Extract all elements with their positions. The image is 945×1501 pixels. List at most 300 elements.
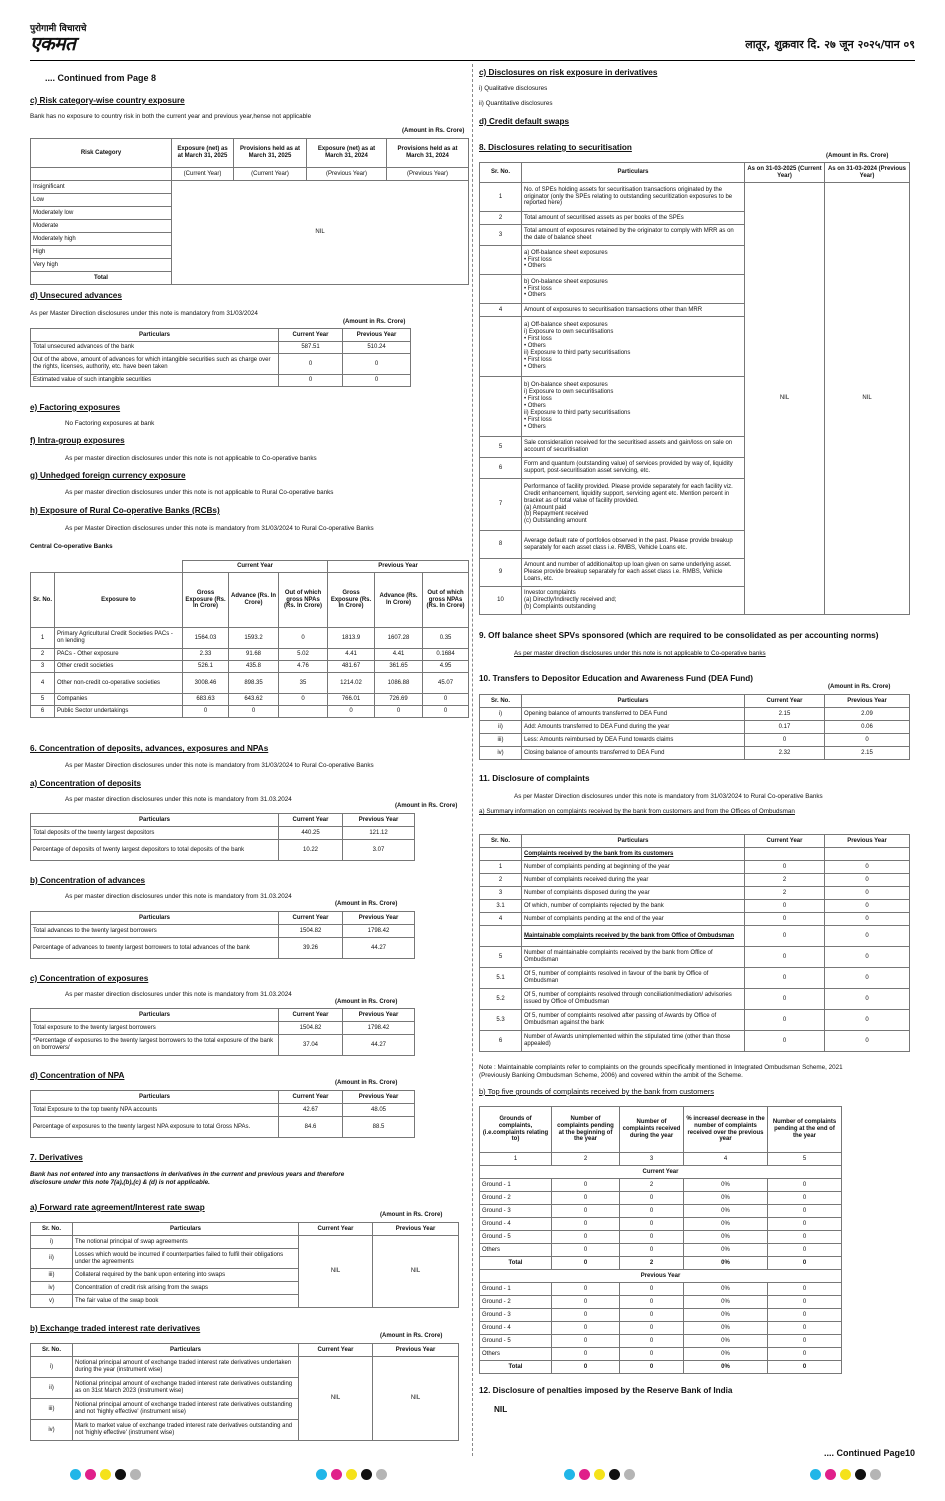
th: Current Year — [299, 1223, 373, 1236]
note-conc-advances: As per master direction disclosures under this note is mandatory from 31.03.2024 — [65, 893, 292, 900]
th: Previous Year — [343, 329, 411, 342]
cell: 0 — [552, 1361, 620, 1374]
column-divider — [472, 64, 473, 1456]
cell: 39.26 — [279, 938, 343, 959]
cell: 0 — [552, 1205, 620, 1218]
cell: 0 — [745, 989, 825, 1010]
yellow-dot — [346, 1469, 357, 1480]
th: Current Year — [299, 1344, 373, 1357]
header-rule — [30, 60, 915, 61]
heading-complaints: 11. Disclosure of complaints — [479, 774, 590, 783]
subheading-ccb: Central Co-operative Banks — [30, 543, 113, 550]
th: Previous Year — [373, 1344, 459, 1357]
cell: 0 — [552, 1335, 620, 1348]
cell: 3 — [620, 1153, 684, 1166]
heading-conc-npa: d) Concentration of NPA — [30, 1071, 125, 1080]
cyan-dot — [70, 1469, 81, 1480]
cell: 3 — [31, 661, 55, 673]
cell: 5.2 — [480, 989, 522, 1010]
cell: Total amount of exposures retained by the originator to comply with MRR as on the date of balance sheet — [522, 225, 745, 246]
cell: 4.41 — [328, 649, 375, 661]
grey-dot — [870, 1469, 881, 1480]
cell: 1798.42 — [343, 925, 415, 938]
cell: Others — [480, 1244, 552, 1257]
cyan-dot — [564, 1469, 575, 1480]
cell: 0 — [620, 1231, 684, 1244]
cell: 1813.9 — [328, 628, 375, 649]
th: Previous Year — [825, 835, 910, 848]
th: Sr. No. — [480, 835, 522, 848]
cell: (Previous Year) — [387, 168, 469, 181]
th: Sr. No. — [31, 1344, 73, 1357]
table-fra — [30, 1222, 459, 1308]
cell: 0 — [825, 968, 910, 989]
cell: Maintainable complaints received by the bank from Office of Ombudsman — [522, 926, 745, 947]
cell: 42.67 — [279, 1104, 343, 1117]
cell: Form and quantum (outstanding value) of services provided by way of, liquidity support, post-securitisation asset servicing, etc. — [522, 458, 745, 479]
th: Out of which gross NPAs (Rs. In Crore) — [279, 573, 328, 628]
cell: 4 — [480, 304, 522, 317]
cell: Average default rate of portfolios observed in the past. Please provide breakup separately for each asset class i.e. RMBS, Vehicle Loans etc. — [522, 531, 745, 559]
cell: 0% — [684, 1296, 768, 1309]
th: Particulars — [522, 163, 745, 183]
cell: 121.12 — [343, 827, 415, 840]
heading-securitisation: 8. Disclosures relating to securitisation — [479, 143, 632, 152]
cell: ii) — [31, 1249, 73, 1269]
cell: i) — [480, 708, 522, 721]
heading-unsecured: d) Unsecured advances — [30, 291, 122, 300]
nil-cell: NIL — [825, 183, 910, 615]
cell: iv) — [480, 747, 522, 760]
text-penalties-nil: NIL — [494, 1405, 508, 1414]
th: Current Year — [279, 1009, 343, 1022]
note-unhedged: As per master direction disclosures under this note is not applicable to Rural Co-operative banks — [65, 489, 334, 496]
cell: Ground - 1 — [480, 1179, 552, 1192]
cell: 0 — [825, 900, 910, 913]
cell: 0 — [328, 706, 375, 718]
table-exchange-derivatives — [30, 1343, 459, 1441]
cell: Notional principal amount of exchange traded interest rate derivatives outstanding and not 'highly effective' (instrument wise) — [73, 1399, 299, 1420]
th: As on 31-03-2024 (Previous Year) — [825, 163, 910, 183]
cell: 4.76 — [279, 661, 328, 673]
cell: 0 — [768, 1192, 842, 1205]
cell: No. of SPEs holding assets for securitisation transactions originated by the originator (only the SPEs relating to outstanding securitization exposures to be reported here) — [522, 183, 745, 212]
th: % increase/ decrease in the number of complaints received over the previous year — [684, 1107, 768, 1153]
black-dot — [855, 1469, 866, 1480]
th: Sr. No. — [480, 695, 522, 708]
cell: 0 — [768, 1244, 842, 1257]
note-maintainable-2: (Previously Banking Ombudsman Scheme, 2006) and covered within the ambit of the Scheme. — [479, 1072, 743, 1079]
cell: 0 — [768, 1348, 842, 1361]
cell: 0 — [279, 375, 343, 387]
cell: 0 — [343, 354, 411, 375]
cell: 0% — [684, 1179, 768, 1192]
cell: 1 — [480, 861, 522, 874]
th: Current Year — [279, 814, 343, 827]
cell: Number of Awards unimplemented within the stipulated time (other than those appealed) — [522, 1031, 745, 1052]
th: Particulars — [31, 1009, 279, 1022]
table-conc-deposits — [30, 813, 415, 861]
th: Particulars — [73, 1344, 299, 1357]
continued-to: .... Continued Page10 — [823, 1448, 915, 1458]
cell: 0% — [684, 1192, 768, 1205]
cell: 45.07 — [423, 673, 469, 694]
cell: 4 — [480, 913, 522, 926]
nil-cell: NIL — [299, 1236, 373, 1308]
cell: 766.01 — [328, 694, 375, 706]
cell: Number of complaints pending at the end of the year — [522, 913, 745, 926]
magenta-dot — [331, 1469, 342, 1480]
cell: 0% — [684, 1335, 768, 1348]
cell: Of 5, number of complaints resolved after passing of Awards by Office of Ombudsman against the bank — [522, 1010, 745, 1031]
cell: 0.35 — [423, 628, 469, 649]
th: Sr. No. — [480, 163, 522, 183]
cell: 0% — [684, 1244, 768, 1257]
continued-from: .... Continued from Page 8 — [45, 73, 157, 83]
cell: 0.06 — [825, 721, 910, 734]
cell: 9 — [480, 559, 522, 587]
cell: 683.63 — [183, 694, 229, 706]
cell: 5 — [768, 1153, 842, 1166]
cell: Ground - 3 — [480, 1205, 552, 1218]
cell: 1 — [480, 183, 522, 212]
cell: 0 — [825, 1031, 910, 1052]
cell: 5.02 — [279, 649, 328, 661]
cell: 0 — [745, 1031, 825, 1052]
nil-cell: NIL — [373, 1357, 459, 1441]
heading-unhedged: g) Unhedged foreign currency exposure — [30, 471, 186, 480]
cell: *Percentage of exposures to the twenty largest borrowers to the total exposure of the bank on borrowers/ — [31, 1035, 279, 1056]
cell: 0 — [552, 1179, 620, 1192]
cell: 0 — [620, 1218, 684, 1231]
cell: Other non-credit co-operative societies — [55, 673, 183, 694]
cell: 0 — [768, 1335, 842, 1348]
cell: iii) — [31, 1269, 73, 1282]
note-conc-exposures: As per master direction disclosures under this note is mandatory from 31.03.2024 — [65, 991, 292, 998]
cell: 3.07 — [343, 840, 415, 861]
note-derivatives-2: disclosure under this note 7(a),(b),(c) & (d) is not applicable. — [30, 1179, 210, 1186]
cell: 481.67 — [328, 661, 375, 673]
note-complaints: As per Master Direction disclosures under this note is mandatory from 31/03/2024 to Rural Co-operative Banks — [514, 793, 823, 800]
amount-note: (Amount in Rs. Crore) — [335, 1080, 398, 1086]
cell: Current Year — [480, 1166, 842, 1179]
th: Gross Exposure (Rs. In Crore) — [183, 573, 229, 628]
th: Current Year — [279, 1091, 343, 1104]
cell: b) On-balance sheet exposures i) Exposure to own securitisations • First loss • Others ii) Exposure to third party securitisations • First loss • Others — [522, 377, 745, 437]
text-qualitative: i) Qualitative disclosures — [479, 85, 548, 92]
cell: 361.65 — [375, 661, 423, 673]
cell: Total unsecured advances of the bank — [31, 342, 279, 354]
text-quantitative: ii) Quantitative disclosures — [479, 100, 553, 107]
cell: 88.5 — [343, 1117, 415, 1138]
cell: 0 — [552, 1348, 620, 1361]
cell: Mark to market value of exchange traded interest rate derivatives outstanding and not 'highly effective' (instrument wise) — [73, 1420, 299, 1441]
cell: iii) — [31, 1399, 73, 1420]
cell: 4.95 — [423, 661, 469, 673]
cell: 0 — [423, 706, 469, 718]
cell: 0 — [620, 1322, 684, 1335]
cell: 5 — [31, 694, 55, 706]
cell: 0% — [684, 1231, 768, 1244]
cell: 0 — [825, 926, 910, 947]
cell: 643.62 — [229, 694, 279, 706]
nil-cell: NIL — [373, 1236, 459, 1308]
nil-cell: NIL — [172, 181, 469, 285]
table-conc-npa — [30, 1090, 415, 1138]
cell: Other credit societies — [55, 661, 183, 673]
subheading-complaints-summary: a) Summary information on complaints received by the bank from customers and from the Offices of Ombudsman — [479, 808, 795, 815]
cell: a) Off-balance sheet exposures i) Exposure to own securitisations • First loss • Others ii) Exposure to third party securitisations • First loss • Others — [522, 317, 745, 377]
cell: 44.27 — [343, 1035, 415, 1056]
cell: Low — [31, 194, 172, 207]
cell: Ground - 2 — [480, 1192, 552, 1205]
cell: 3 — [480, 225, 522, 246]
cell: 2 — [480, 212, 522, 225]
cell: Percentage of advances to twenty largest borrowers to total advances of the bank — [31, 938, 279, 959]
th: Provisions held as at March 31, 2025 — [234, 139, 307, 168]
cyan-dot — [810, 1469, 821, 1480]
heading-conc-deposits: a) Concentration of deposits — [30, 779, 141, 788]
cell: 0 — [279, 354, 343, 375]
logo-tagline: पुरोगामी विचाराचे — [30, 24, 87, 34]
cell: Primary Agricultural Credit Societies PACs - on lending — [55, 628, 183, 649]
th: Exposure to — [55, 573, 183, 628]
heading-country-exposure: c) Risk category-wise country exposure — [30, 96, 185, 105]
cell: 0 — [745, 968, 825, 989]
cell: 0 — [768, 1361, 842, 1374]
note-country-exposure: Bank has no exposure to country risk in both the current year and previous year,hense not applicable — [30, 113, 312, 120]
cell: Total deposits of the twenty largest depositors — [31, 827, 279, 840]
cell: Ground - 2 — [480, 1296, 552, 1309]
cell: Moderately high — [31, 233, 172, 246]
cell: The notional principal of swap agreements — [73, 1236, 299, 1249]
cell: 587.51 — [279, 342, 343, 354]
cell: 0 — [552, 1322, 620, 1335]
registration-marks — [316, 1469, 391, 1479]
cell: Closing balance of amounts transferred to DEA Fund — [522, 747, 745, 760]
note-derivatives-1: Bank has not entered into any transactions in derivatives in the current and previous years and therefore — [30, 1171, 345, 1178]
cell: 2 — [620, 1179, 684, 1192]
table-rcb-exposure — [30, 560, 469, 718]
cell: 0 — [825, 887, 910, 900]
cell: 1504.82 — [279, 1022, 343, 1035]
cell: 0.17 — [745, 721, 825, 734]
th: Current Year — [183, 561, 328, 573]
cell: 0 — [825, 989, 910, 1010]
th: Sr. No. — [31, 573, 55, 628]
th: Current Year — [745, 835, 825, 848]
cell: 0 — [825, 874, 910, 887]
th: Current Year — [745, 695, 825, 708]
cell: 0 — [279, 628, 328, 649]
cell: Ground - 4 — [480, 1218, 552, 1231]
cell: The fair value of the swap book — [73, 1295, 299, 1308]
cell: Sale consideration received for the securitised assets and gain/loss on sale on account of securitisation — [522, 437, 745, 458]
cell: 0 — [343, 375, 411, 387]
cell: Insignificant — [31, 181, 172, 194]
cell: 0 — [745, 734, 825, 747]
table-unsecured — [30, 328, 411, 387]
cell: 10 — [480, 587, 522, 615]
th: Number of complaints received during the year — [620, 1107, 684, 1153]
cell: 1593.2 — [229, 628, 279, 649]
cell: 0 — [825, 947, 910, 968]
cell: Of which, number of complaints rejected by the bank — [522, 900, 745, 913]
table-grounds — [479, 1106, 842, 1374]
subheading-top-grounds: b) Top five grounds of complaints received by the bank from customers — [479, 1087, 714, 1096]
cell: 0% — [684, 1322, 768, 1335]
cell: 898.35 — [229, 673, 279, 694]
th: Previous Year — [328, 561, 469, 573]
cell: 0 — [768, 1179, 842, 1192]
cell: 726.69 — [375, 694, 423, 706]
cell: Number of maintainable complaints received by the bank from Office of Ombudsman — [522, 947, 745, 968]
th: Previous Year — [343, 1009, 415, 1022]
cell: i) — [31, 1357, 73, 1378]
cell: 0 — [552, 1296, 620, 1309]
th: Number of complaints pending at the end of the year — [768, 1107, 842, 1153]
cell: 2.15 — [825, 747, 910, 760]
cell: 0 — [620, 1309, 684, 1322]
cell: 5.3 — [480, 1010, 522, 1031]
amount-note: (Amount in Rs. Crore) — [380, 1333, 443, 1339]
heading-rcb: h) Exposure of Rural Co-operative Banks (RCBs) — [30, 506, 220, 515]
cell: 35 — [279, 673, 328, 694]
heading-derivatives: 7. Derivatives — [30, 1153, 83, 1162]
cell: Total — [31, 272, 172, 285]
logo: एकमत — [30, 33, 76, 55]
cell: 1 — [31, 628, 55, 649]
cell: iii) — [480, 734, 522, 747]
cell: 6 — [31, 706, 55, 718]
cell: b) On-balance sheet exposures • First loss • Others — [522, 275, 745, 304]
cell: 2 — [552, 1153, 620, 1166]
cell: Complaints received by the bank from its customers — [522, 848, 745, 861]
magenta-dot — [825, 1469, 836, 1480]
grey-dot — [376, 1469, 387, 1480]
table-country-risk — [30, 138, 469, 285]
nil-cell: NIL — [299, 1357, 373, 1441]
cell: 0 — [745, 913, 825, 926]
heading-dea: 10. Transfers to Depositor Education and Awareness Fund (DEA Fund) — [479, 674, 754, 683]
cell: 44.27 — [343, 938, 415, 959]
cell: 2 — [745, 887, 825, 900]
cell: 0 — [229, 706, 279, 718]
cell: 0 — [768, 1257, 842, 1270]
th: Advance (Rs. In Crore) — [229, 573, 279, 628]
amount-note: (Amount in Rs. Crore) — [335, 901, 398, 907]
th: Particulars — [31, 912, 279, 925]
cell: 0 — [375, 706, 423, 718]
note-intragroup: As per master direction disclosures under this note is not applicable to Co-operative banks — [65, 455, 317, 462]
cell: Concentration of credit risk arising from the swaps — [73, 1282, 299, 1295]
heading-exchange-derivatives: b) Exchange traded interest rate derivatives — [30, 1324, 201, 1333]
cell: 0 — [825, 1010, 910, 1031]
heading-conc-advances: b) Concentration of advances — [30, 876, 146, 885]
cell: 4 — [31, 673, 55, 694]
magenta-dot — [85, 1469, 96, 1480]
cell: 4.41 — [375, 649, 423, 661]
amount-note: (Amount in Rs. Crore) — [343, 319, 406, 325]
cell: 0 — [183, 706, 229, 718]
cell: 0 — [768, 1205, 842, 1218]
th: Particulars — [31, 814, 279, 827]
grey-dot — [130, 1469, 141, 1480]
cell: 0% — [684, 1283, 768, 1296]
cell: Number of complaints pending at beginning of the year — [522, 861, 745, 874]
cell: 526.1 — [183, 661, 229, 673]
table-conc-exposures — [30, 1008, 415, 1056]
cell: Number of complaints disposed during the year — [522, 887, 745, 900]
note-unsecured: As per Master Direction disclosures under this note is mandatory from 31/03/2024 — [30, 310, 258, 317]
note-concentration: As per Master Direction disclosures under this note is mandatory from 31/03/2024 to Rural Co-operative Banks — [65, 762, 374, 769]
cell: 1 — [480, 1153, 552, 1166]
cell: ii) — [31, 1378, 73, 1399]
cell: 0 — [620, 1335, 684, 1348]
cell: Ground - 1 — [480, 1283, 552, 1296]
cell: 0 — [552, 1257, 620, 1270]
registration-marks — [70, 1469, 145, 1479]
note-factoring: No Factoring exposures at bank — [65, 420, 155, 427]
note-conc-deposits: As per master direction disclosures under this note is mandatory from 31.03.2024 — [65, 796, 292, 803]
cell: 0% — [684, 1361, 768, 1374]
cell: 0 — [745, 861, 825, 874]
cell: 0 — [768, 1322, 842, 1335]
cell: Of 5, number of complaints resolved through conciliation/mediation/ advisories issued by Office of Ombudsman — [522, 989, 745, 1010]
th: Exposure (net) as at March 31, 2025 — [172, 139, 234, 168]
th: Exposure (net) as at March 31, 2024 — [307, 139, 387, 168]
heading-cds: d) Credit default swaps — [479, 117, 570, 126]
table-dea — [479, 694, 910, 760]
cell: 1214.02 — [328, 673, 375, 694]
cell: 0 — [423, 694, 469, 706]
cell: iv) — [31, 1282, 73, 1295]
cell: 3 — [480, 887, 522, 900]
th: Advance (Rs. In Crore) — [375, 573, 423, 628]
cell: 2 — [480, 874, 522, 887]
registration-marks — [810, 1469, 885, 1479]
cell: Moderate — [31, 220, 172, 233]
cell: Amount of exposures to securitisation transactions other than MRR — [522, 304, 745, 317]
cell: 0 — [825, 734, 910, 747]
cell: Ground - 4 — [480, 1322, 552, 1335]
yellow-dot — [840, 1469, 851, 1480]
cell: 0 — [620, 1283, 684, 1296]
th: Current Year — [279, 329, 343, 342]
cell — [279, 706, 328, 718]
cell: 2 — [620, 1257, 684, 1270]
cell: Of 5, number of complaints resolved in favour of the bank by Office of Ombudsman — [522, 968, 745, 989]
cell: 0 — [552, 1244, 620, 1257]
cell: Public Sector undertakings — [55, 706, 183, 718]
table-row — [31, 661, 469, 673]
th: Current Year — [279, 912, 343, 925]
cell: 0 — [768, 1218, 842, 1231]
cell: Collateral required by the bank upon entering into swaps — [73, 1269, 299, 1282]
cell: 2 — [31, 649, 55, 661]
cell: Amount and number of additional/top up loan given on same underlying asset. Please provide breakup separately for each asset class i.e. RMBS, Vehicle Loans, etc. — [522, 559, 745, 587]
heading-concentration: 6. Concentration of deposits, advances, exposures and NPAs — [30, 744, 269, 753]
masthead — [0, 0, 945, 60]
cell: i) — [31, 1236, 73, 1249]
cell: 0% — [684, 1218, 768, 1231]
cell: 0 — [552, 1231, 620, 1244]
th: Out of which gross NPAs (Rs. In Crore) — [423, 573, 469, 628]
th: Number of complaints pending at the beginning of the year — [552, 1107, 620, 1153]
th: Previous Year — [373, 1223, 459, 1236]
cell: 0 — [552, 1309, 620, 1322]
th: Previous Year — [343, 1091, 415, 1104]
